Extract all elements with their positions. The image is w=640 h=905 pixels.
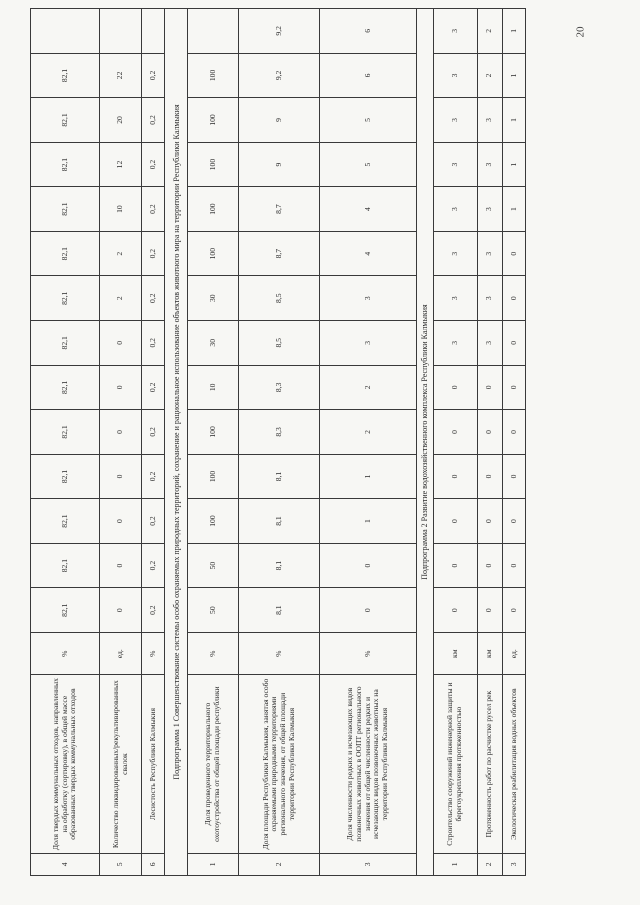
value-cell: 1 <box>502 98 525 143</box>
value-cell: 22 <box>100 53 142 98</box>
indicators-table <box>30 8 526 876</box>
value-cell: 0 <box>477 543 502 588</box>
table-row <box>31 9 100 876</box>
value-cell: 0 <box>100 543 142 588</box>
value-cell: 0 <box>433 588 477 633</box>
value-cell: 3 <box>320 276 416 321</box>
value-cell: 3 <box>433 187 477 232</box>
section-row <box>416 9 433 876</box>
unit-cell: % <box>142 632 165 675</box>
value-cell: 82,1 <box>31 588 100 633</box>
table-row <box>100 9 142 876</box>
table-row <box>188 9 238 876</box>
indicator-name: Экологическая реабилитация водных объектов <box>502 675 525 853</box>
unit-cell: % <box>31 632 100 675</box>
value-cell: 4 <box>320 231 416 276</box>
value-cell: 100 <box>188 499 238 544</box>
unit-cell: % <box>320 632 416 675</box>
value-cell: 9,2 <box>238 53 320 98</box>
value-cell: 0 <box>100 588 142 633</box>
value-cell: 9 <box>238 142 320 187</box>
value-cell: 0 <box>502 321 525 366</box>
table-row <box>433 9 477 876</box>
indicator-name: Доля площади Республики Калмыкия, занятая особо охраняемыми природными территориями регионального значения, от общей площади территории Республики Калмыкия <box>238 675 320 853</box>
value-cell: 0 <box>477 588 502 633</box>
value-cell: 8,7 <box>238 231 320 276</box>
value-cell: 50 <box>188 588 238 633</box>
unit-cell: км <box>477 632 502 675</box>
value-cell: 100 <box>188 53 238 98</box>
value-cell: 82,1 <box>31 187 100 232</box>
value-cell: 0 <box>100 499 142 544</box>
value-cell: 0 <box>502 365 525 410</box>
value-cell: 2 <box>320 410 416 455</box>
value-cell: 3 <box>477 98 502 143</box>
value-cell: 0 <box>502 454 525 499</box>
table-row <box>320 9 416 876</box>
value-cell: 0,2 <box>142 321 165 366</box>
value-cell: 0,2 <box>142 454 165 499</box>
value-cell: 82,1 <box>31 365 100 410</box>
value-cell: 9,2 <box>238 9 320 54</box>
value-cell: 0 <box>100 365 142 410</box>
value-cell: 0 <box>320 543 416 588</box>
value-cell: 8,5 <box>238 276 320 321</box>
table-row <box>477 9 502 876</box>
row-number: 5 <box>100 853 142 875</box>
value-cell: 8,1 <box>238 588 320 633</box>
value-cell: 2 <box>320 365 416 410</box>
value-cell: 1 <box>320 454 416 499</box>
table-body <box>31 9 526 876</box>
value-cell: 0,2 <box>142 276 165 321</box>
value-cell: 1 <box>502 187 525 232</box>
value-cell: 20 <box>100 98 142 143</box>
value-cell: 100 <box>188 142 238 187</box>
unit-cell: км <box>433 632 477 675</box>
value-cell: 1 <box>502 9 525 54</box>
value-cell: 30 <box>188 321 238 366</box>
value-cell: 8,5 <box>238 321 320 366</box>
value-cell: 6 <box>320 53 416 98</box>
value-cell: 3 <box>433 98 477 143</box>
value-cell: 0 <box>100 454 142 499</box>
value-cell: 12 <box>100 142 142 187</box>
indicators-table-rotated <box>30 8 526 876</box>
value-cell: 0 <box>477 410 502 455</box>
value-cell: 3 <box>433 231 477 276</box>
row-number: 1 <box>188 853 238 875</box>
indicator-name: Количество ликвидированных/рекультивированных свалок <box>100 675 142 853</box>
value-cell: 82,1 <box>31 53 100 98</box>
value-cell: 0 <box>502 231 525 276</box>
subprogram-title: Подпрограмма 1 Совершенствование системы особо охраняемых природных территорий, сохранение и рациональное использование объектов животного мира на территории Республики Калмыкия <box>165 9 188 876</box>
value-cell: 0 <box>433 365 477 410</box>
value-cell: 0 <box>477 365 502 410</box>
value-cell: 0,2 <box>142 187 165 232</box>
row-number: 3 <box>502 853 525 875</box>
value-cell <box>31 9 100 54</box>
row-number: 2 <box>477 853 502 875</box>
unit-cell: % <box>238 632 320 675</box>
indicator-name: Строительство сооружений инженерной защиты и берегоукрепления протяженностью <box>433 675 477 853</box>
value-cell: 5 <box>320 98 416 143</box>
value-cell: 0,2 <box>142 53 165 98</box>
value-cell: 0,2 <box>142 98 165 143</box>
value-cell: 1 <box>502 142 525 187</box>
value-cell: 3 <box>433 53 477 98</box>
value-cell <box>100 9 142 54</box>
value-cell: 0 <box>477 454 502 499</box>
value-cell: 82,1 <box>31 543 100 588</box>
value-cell: 8,1 <box>238 543 320 588</box>
value-cell: 0,2 <box>142 543 165 588</box>
value-cell: 100 <box>188 454 238 499</box>
value-cell <box>188 9 238 54</box>
value-cell <box>142 9 165 54</box>
indicator-name: Протяженность работ по расчистке русел рек <box>477 675 502 853</box>
value-cell: 3 <box>433 142 477 187</box>
section-row <box>165 9 188 876</box>
value-cell: 2 <box>100 231 142 276</box>
row-number: 6 <box>142 853 165 875</box>
value-cell: 3 <box>477 321 502 366</box>
value-cell: 0 <box>502 410 525 455</box>
value-cell: 2 <box>477 53 502 98</box>
value-cell: 0 <box>502 499 525 544</box>
value-cell: 0 <box>100 321 142 366</box>
value-cell: 2 <box>100 276 142 321</box>
indicator-name: Доля твердых коммунальных отходов, направленных на обработку (сортировку), в общей массе образованных твердых коммунальных отходов <box>31 675 100 853</box>
value-cell: 3 <box>433 321 477 366</box>
value-cell: 82,1 <box>31 410 100 455</box>
value-cell: 10 <box>188 365 238 410</box>
value-cell: 10 <box>100 187 142 232</box>
value-cell: 0,2 <box>142 588 165 633</box>
value-cell: 82,1 <box>31 276 100 321</box>
value-cell: 3 <box>433 276 477 321</box>
value-cell: 0 <box>100 410 142 455</box>
unit-cell: % <box>188 632 238 675</box>
value-cell: 0 <box>502 276 525 321</box>
value-cell: 8,1 <box>238 499 320 544</box>
value-cell: 0 <box>477 499 502 544</box>
value-cell: 0,2 <box>142 365 165 410</box>
value-cell: 82,1 <box>31 321 100 366</box>
value-cell: 100 <box>188 410 238 455</box>
value-cell: 82,1 <box>31 231 100 276</box>
value-cell: 100 <box>188 231 238 276</box>
unit-cell: ед. <box>100 632 142 675</box>
value-cell: 3 <box>433 9 477 54</box>
value-cell: 0,2 <box>142 499 165 544</box>
value-cell: 6 <box>320 9 416 54</box>
value-cell: 1 <box>320 499 416 544</box>
table-row <box>502 9 525 876</box>
row-number: 2 <box>238 853 320 875</box>
value-cell: 8,7 <box>238 187 320 232</box>
value-cell: 0 <box>433 410 477 455</box>
row-number: 1 <box>433 853 477 875</box>
value-cell: 82,1 <box>31 142 100 187</box>
table-row <box>238 9 320 876</box>
indicator-name: Доля численности редких и исчезающих видов позвоночных животных в ООПТ регионального значения от общей численности редких и исчезающих видов позвоночных животных на территории Республики Калмыкия <box>320 675 416 853</box>
value-cell: 30 <box>188 276 238 321</box>
value-cell: 0 <box>502 543 525 588</box>
value-cell: 3 <box>477 276 502 321</box>
indicator-name: Лесистость Республики Калмыкия <box>142 675 165 853</box>
value-cell: 0 <box>320 588 416 633</box>
value-cell: 8,1 <box>238 454 320 499</box>
value-cell: 3 <box>477 142 502 187</box>
value-cell: 0,2 <box>142 142 165 187</box>
value-cell: 8,3 <box>238 410 320 455</box>
value-cell: 82,1 <box>31 499 100 544</box>
value-cell: 9 <box>238 98 320 143</box>
value-cell: 5 <box>320 142 416 187</box>
indicator-name: Доля проведенного территориального охотоустройства от общей площади республики <box>188 675 238 853</box>
value-cell: 3 <box>320 321 416 366</box>
value-cell: 50 <box>188 543 238 588</box>
value-cell: 2 <box>477 9 502 54</box>
value-cell: 100 <box>188 98 238 143</box>
value-cell: 0 <box>433 543 477 588</box>
row-number: 3 <box>320 853 416 875</box>
value-cell: 82,1 <box>31 98 100 143</box>
value-cell: 4 <box>320 187 416 232</box>
value-cell: 1 <box>502 53 525 98</box>
value-cell: 0,2 <box>142 410 165 455</box>
subprogram-title: Подпрограмма 2 Развитие водохозяйственного комплекса Республики Калмыкия <box>416 9 433 876</box>
unit-cell: ед. <box>502 632 525 675</box>
value-cell: 8,3 <box>238 365 320 410</box>
value-cell: 0 <box>433 454 477 499</box>
table-row <box>142 9 165 876</box>
value-cell: 100 <box>188 187 238 232</box>
value-cell: 3 <box>477 231 502 276</box>
value-cell: 82,1 <box>31 454 100 499</box>
row-number: 4 <box>31 853 100 875</box>
page-number: 20 <box>574 26 587 38</box>
value-cell: 0,2 <box>142 231 165 276</box>
value-cell: 0 <box>502 588 525 633</box>
value-cell: 3 <box>477 187 502 232</box>
value-cell: 0 <box>433 499 477 544</box>
